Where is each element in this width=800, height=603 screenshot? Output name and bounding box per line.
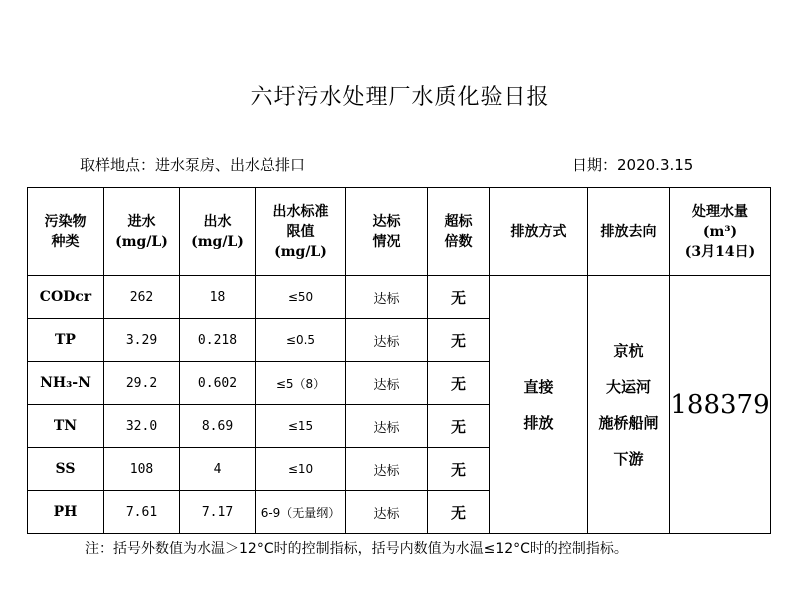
row-effluent: 0.218 — [180, 319, 256, 362]
discharge-destination-cell: 京杭 大运河 施桥船闸 下游 — [588, 276, 670, 534]
row-effluent: 7.17 — [180, 491, 256, 534]
row-param: TP — [28, 319, 104, 362]
row-exceed: 无 — [428, 276, 490, 319]
row-influent: 108 — [104, 448, 180, 491]
discharge-method-cell: 直接 排放 — [490, 276, 588, 534]
row-limit: ≤10 — [256, 448, 346, 491]
row-influent: 32.0 — [104, 405, 180, 448]
header-effluent: 出水 (mg/L) — [180, 188, 256, 276]
footnote: 注：括号外数值为水温＞12°C时的控制指标，括号内数值为水温≤12°C时的控制指标。 — [85, 541, 628, 557]
sampling-location: 取样地点：进水泵房、出水总排口 — [80, 156, 306, 174]
row-status: 达标 — [346, 362, 428, 405]
header-row — [28, 188, 771, 276]
report-title: 六圩污水处理厂水质化验日报 — [250, 85, 550, 110]
treated-volume-cell: 188379 — [670, 276, 771, 534]
row-exceed: 无 — [428, 491, 490, 534]
header-influent: 进水 (mg/L) — [104, 188, 180, 276]
header-exceed-ratio: 超标 倍数 — [428, 188, 490, 276]
table-row — [28, 276, 771, 319]
header-discharge-destination: 排放去向 — [588, 188, 670, 276]
row-effluent: 8.69 — [180, 405, 256, 448]
water-quality-table — [27, 187, 771, 534]
row-exceed: 无 — [428, 405, 490, 448]
row-effluent: 4 — [180, 448, 256, 491]
row-param: PH — [28, 491, 104, 534]
header-standard-limit: 出水标准 限值 (mg/L) — [256, 188, 346, 276]
row-limit: ≤15 — [256, 405, 346, 448]
row-exceed: 无 — [428, 319, 490, 362]
row-influent: 7.61 — [104, 491, 180, 534]
row-param: SS — [28, 448, 104, 491]
header-pollutant: 污染物 种类 — [28, 188, 104, 276]
row-limit: 6-9（无量纲） — [256, 491, 346, 534]
row-limit: ≤5（8） — [256, 362, 346, 405]
row-exceed: 无 — [428, 362, 490, 405]
row-effluent: 18 — [180, 276, 256, 319]
row-status: 达标 — [346, 319, 428, 362]
header-compliance: 达标 情况 — [346, 188, 428, 276]
row-influent: 29.2 — [104, 362, 180, 405]
report-date: 日期：2020.3.15 — [572, 156, 694, 174]
header-volume: 处理水量 (m³) (3月14日) — [670, 188, 771, 276]
row-effluent: 0.602 — [180, 362, 256, 405]
row-influent: 3.29 — [104, 319, 180, 362]
row-status: 达标 — [346, 491, 428, 534]
row-status: 达标 — [346, 405, 428, 448]
row-influent: 262 — [104, 276, 180, 319]
row-param: NH₃-N — [28, 362, 104, 405]
row-param: CODcr — [28, 276, 104, 319]
row-status: 达标 — [346, 276, 428, 319]
row-status: 达标 — [346, 448, 428, 491]
row-limit: ≤0.5 — [256, 319, 346, 362]
row-param: TN — [28, 405, 104, 448]
row-exceed: 无 — [428, 448, 490, 491]
header-discharge-method: 排放方式 — [490, 188, 588, 276]
row-limit: ≤50 — [256, 276, 346, 319]
